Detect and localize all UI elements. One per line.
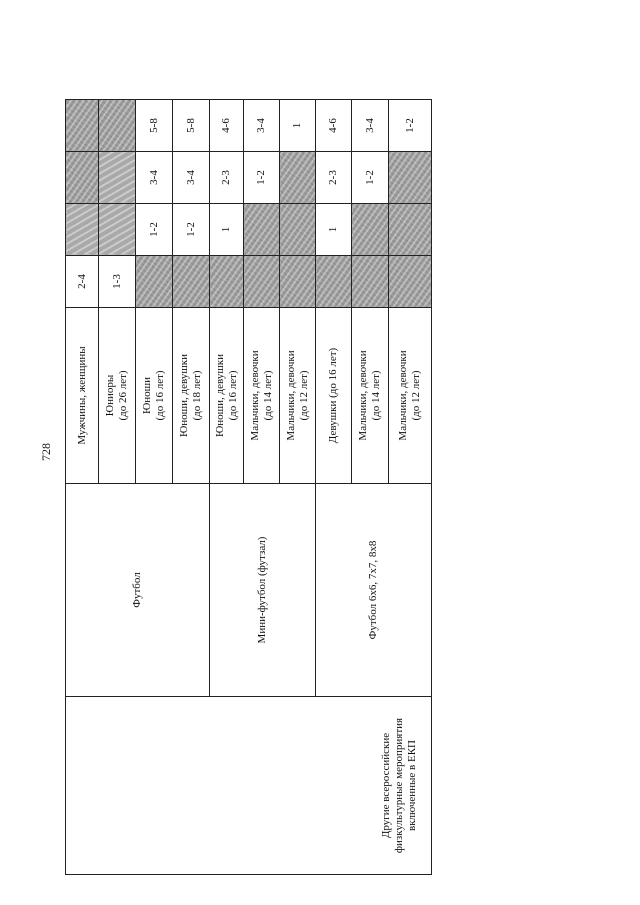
value-cell xyxy=(389,151,432,203)
value-cell xyxy=(280,203,316,255)
row-label: Мужчины, женщины xyxy=(66,307,99,483)
value-cell xyxy=(244,203,280,255)
value-cell: 3-4 xyxy=(173,151,210,203)
value-cell xyxy=(316,255,352,307)
value-cell xyxy=(280,151,316,203)
value-cell xyxy=(66,203,99,255)
value-cell: 2-3 xyxy=(316,151,352,203)
row-label: Юноши, девушки (до 16 лет) xyxy=(210,307,244,483)
row-label: Мальчики, девочки (до 14 лет) xyxy=(352,307,389,483)
row-label: Юноши (до 16 лет) xyxy=(136,307,173,483)
value-cell: 2-4 xyxy=(66,255,99,307)
rotated-table-container xyxy=(65,100,422,875)
value-cell: 1 xyxy=(210,203,244,255)
value-cell: 1 xyxy=(316,203,352,255)
value-cell xyxy=(389,203,432,255)
value-cell: 3-4 xyxy=(136,151,173,203)
row-label: Юниоры (до 26 лет) xyxy=(99,307,136,483)
value-cell: 3-4 xyxy=(244,99,280,151)
value-cell: 4-6 xyxy=(316,99,352,151)
value-cell xyxy=(173,255,210,307)
value-cell: 1-2 xyxy=(389,99,432,151)
category-cell: Другие всероссийские физкультурные мероприятия включенные в ЕКП xyxy=(66,697,432,875)
value-cell xyxy=(280,255,316,307)
table-row xyxy=(66,99,99,874)
row-label: Мальчики, девочки (до 12 лет) xyxy=(280,307,316,483)
row-label: Юноши, девушки (до 18 лет) xyxy=(173,307,210,483)
value-cell: 1-2 xyxy=(173,203,210,255)
group-mini-futbol: Мини-футбол (футзал) xyxy=(210,483,316,696)
group-futbol: Футбол xyxy=(66,483,210,696)
value-cell: 1-2 xyxy=(136,203,173,255)
value-cell: 5-8 xyxy=(136,99,173,151)
page-number: 728 xyxy=(39,443,53,461)
row-label: Мальчики, девочки (до 14 лет) xyxy=(244,307,280,483)
value-cell: 1-3 xyxy=(99,255,136,307)
value-cell: 4-6 xyxy=(210,99,244,151)
group-futbol-small: Футбол 6х6, 7х7, 8х8 xyxy=(316,483,432,696)
value-cell xyxy=(99,151,136,203)
value-cell xyxy=(352,255,389,307)
value-cell: 3-4 xyxy=(352,99,389,151)
value-cell xyxy=(352,203,389,255)
value-cell: 5-8 xyxy=(173,99,210,151)
value-cell xyxy=(66,151,99,203)
value-cell: 1-2 xyxy=(352,151,389,203)
value-cell xyxy=(99,99,136,151)
value-cell xyxy=(244,255,280,307)
value-cell xyxy=(389,255,432,307)
row-label: Мальчики, девочки (до 12 лет) xyxy=(389,307,432,483)
value-cell: 2-3 xyxy=(210,151,244,203)
value-cell xyxy=(210,255,244,307)
value-cell: 1-2 xyxy=(244,151,280,203)
ekp-table xyxy=(65,99,432,875)
value-cell xyxy=(136,255,173,307)
value-cell xyxy=(99,203,136,255)
value-cell: 1 xyxy=(280,99,316,151)
row-label: Девушки (до 16 лет) xyxy=(316,307,352,483)
value-cell xyxy=(66,99,99,151)
